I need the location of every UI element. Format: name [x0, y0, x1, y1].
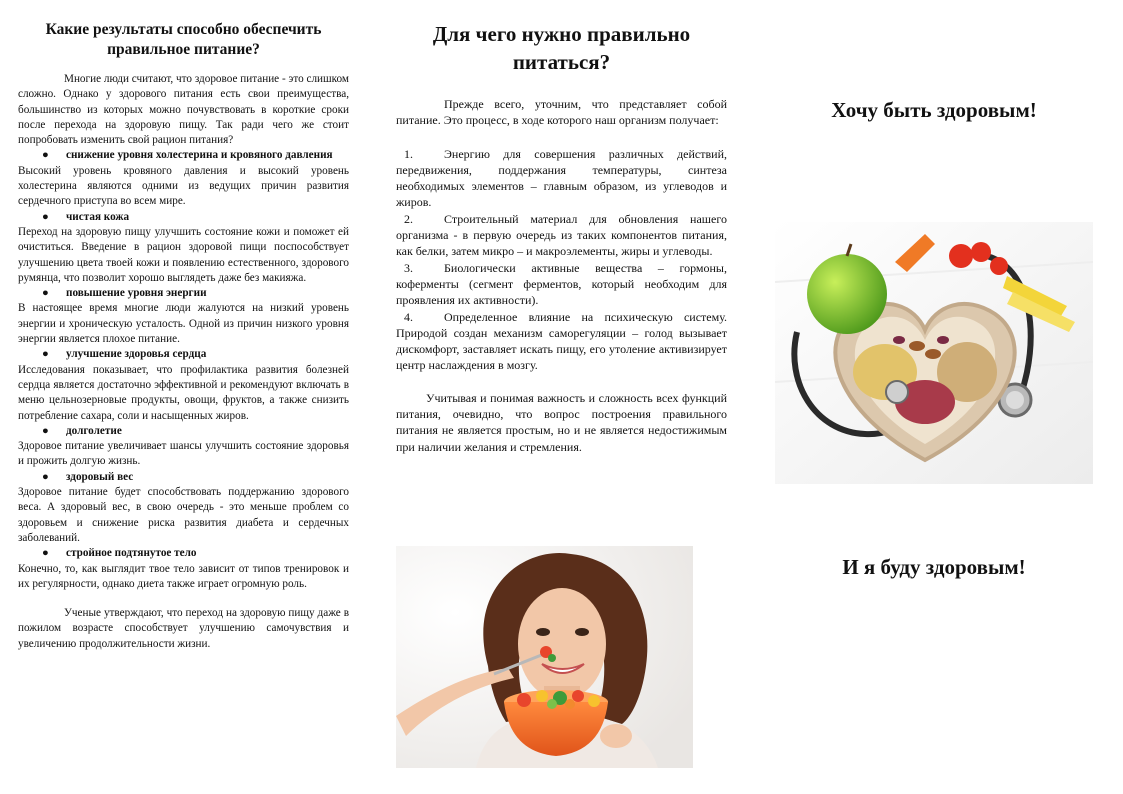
- bullet-heading: ● стройное подтянутое тело: [18, 546, 349, 561]
- bullet-text: Высокий уровень кровяного давления и высокий уровень холестерина являются одними из ведущих причин развития сердечного приступа во всем мире.: [18, 164, 349, 208]
- bullet-dot-icon: ●: [42, 149, 49, 162]
- list-item: 3. Биологически активные вещества – гормоны, коферменты (сегмент ферментов, который необходим для проявления их активности).: [396, 260, 727, 308]
- bullet-text: Здоровое питание увеличивает шансы улучшить состояние здоровья и прожить долгую жизнь.: [18, 440, 349, 468]
- bullet-text: Здоровое питание будет способствовать поддержанию здорового веса. А здоровый вес, в свою очередь - это меньше проблем со здоровьем и снижение риска развития диабета и сердечных заболеваний.: [18, 486, 349, 544]
- slogan-top: Хочу быть здоровым!: [831, 98, 1037, 122]
- bullet-heading: ● улучшение здоровья сердца: [18, 347, 349, 362]
- list-item: 1. Энергию для совершения различных действий, передвижения, поддержания температуры, синтеза необходимых элементов – главным образом, из углеводов и жиров.: [396, 146, 727, 210]
- bullet-heading: ● повышение уровня энергии: [18, 286, 349, 301]
- bullet-heading: ● долголетие: [18, 424, 349, 439]
- slogan-bottom: И я буду здоровым!: [842, 555, 1026, 579]
- bullet-dot-icon: ●: [42, 424, 49, 437]
- bullet-dot-icon: ●: [42, 547, 49, 560]
- bullet-text: Переход на здоровую пищу улучшить состояние кожи и поможет ей очиститься. Введение в рацион здоровой пищи поспособствует улучшению цвета твоей кожи и появлению естественного, здорового румянца, что позволит хорошо выглядеть даже без макияжа.: [18, 225, 349, 284]
- left-column: [18, 20, 349, 652]
- bullet-text: В настоящее время многие люди жалуются на низкий уровень энергии и хроническую усталость. Одной из причин низкого уровня энергии является плохое питание.: [18, 302, 349, 346]
- woman-eating-illustration: [396, 546, 693, 768]
- bullet-heading: ● снижение уровня холестерина и кровяного давления: [18, 148, 349, 163]
- bullet-dot-icon: ●: [42, 348, 49, 361]
- woman-eating-photo: [396, 546, 693, 768]
- healthy-food-heart-photo: [775, 222, 1093, 484]
- middle-title: Для чего нужно правильно питаться?: [432, 22, 691, 74]
- left-final: Ученые утверждают, что переход на здоровую пищу даже в пожилом возрасте способствует улучшению самочувствия и увеличению продолжительности жизни.: [18, 607, 349, 650]
- bullet-dot-icon: ●: [42, 210, 49, 223]
- heart-bowl-stethoscope-illustration: [775, 222, 1093, 484]
- bullet-text: Конечно, то, как выглядит твое тело зависит от типов тренировок и их регулярности, однако диета также играет огромную роль.: [18, 562, 349, 590]
- bullet-dot-icon: ●: [42, 470, 49, 483]
- left-intro: Многие люди считают, что здоровое питание - это слишком сложно. Однако у здорового питания есть свои преимущества, большинство из которых можно почувствовать в короткие сроки после перехода на здоровую пищу. Так ради чего же стоит попробовать изменить свой рацион питания?: [18, 73, 349, 147]
- numbered-list: [396, 146, 727, 374]
- list-item: 2. Строительный материал для обновления нашего организма - в первую очередь из таких компонентов питания, как белки, затем микро – и макроэлементы, жиры и углеводы.: [396, 211, 727, 259]
- middle-closing: Учитывая и понимая важность и сложность всех функций питания, очевидно, что вопрос построения правильного питания не является простым, но и не является недостижимым при наличии желания и стремления.: [396, 390, 727, 454]
- left-title: Какие результаты способно обеспечить правильное питание?: [45, 21, 322, 58]
- bullet-dot-icon: ●: [42, 287, 49, 300]
- bullet-heading: ● здоровый вес: [18, 470, 349, 485]
- bullet-text: Исследования показывает, что профилактика развития болезней сердца является достаточно эффективной и рекомендуют включать в меню цельнозерновые продукты, овощи, фруктов, а также снизить потребление сахара, соли и насыщенных жиров.: [18, 363, 349, 422]
- middle-intro: Прежде всего, уточним, что представляет собой питание. Это процесс, в ходе которого наш организм получает:: [396, 97, 727, 128]
- list-item: 4. Определенное влияние на психическую систему. Природой создан механизм саморегуляции – голод вызывает дискомфорт, заставляет искать пищу, его утоление активизирует центр наслаждения в мозгу.: [396, 309, 727, 373]
- middle-column: [396, 20, 727, 455]
- bullet-heading: ● чистая кожа: [18, 210, 349, 225]
